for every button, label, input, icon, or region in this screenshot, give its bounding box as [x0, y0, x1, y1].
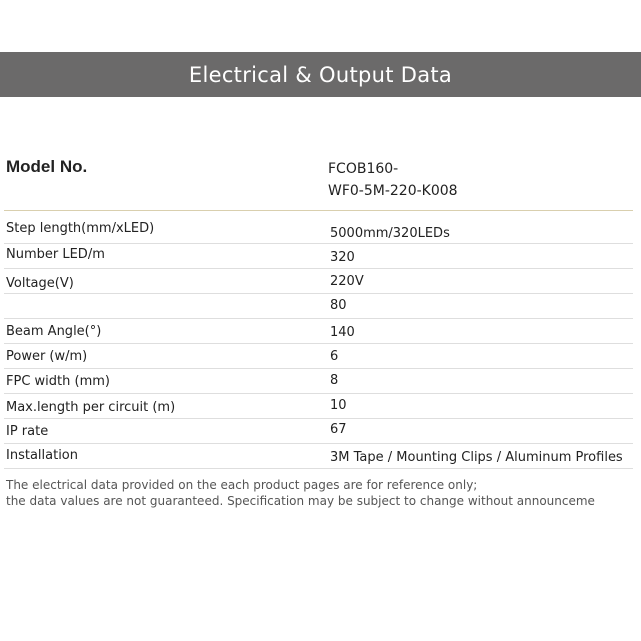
spec-key: Installation: [6, 448, 79, 463]
table-row: [4, 369, 633, 394]
disclaimer-line-2: the data values are not guaranteed. Specification may be subject to change without announceme: [6, 494, 595, 508]
model-number-value: [328, 158, 628, 202]
disclaimer-note: [6, 477, 636, 509]
spec-value: 320: [330, 250, 355, 265]
spec-table: [4, 217, 633, 469]
spec-key: FPC width (mm): [6, 374, 110, 389]
model-number-line-2: WF0-5M-220-K008: [328, 183, 458, 199]
spec-value: 5000mm/320LEDs: [330, 226, 450, 241]
table-row: [4, 394, 633, 419]
spec-key: Beam Angle(°): [6, 324, 102, 339]
spec-key: Max.length per circuit (m): [6, 400, 176, 415]
spec-key: Voltage(V): [6, 276, 74, 291]
spec-value: 140: [330, 325, 355, 340]
model-number-line-1: FCOB160-: [328, 161, 399, 177]
table-row: [4, 294, 633, 319]
table-row: [4, 344, 633, 369]
divider: [4, 210, 633, 211]
section-title: Electrical & Output Data: [188, 62, 453, 87]
spec-value: 8: [330, 373, 339, 388]
spec-value: 10: [330, 398, 347, 413]
table-row: [4, 444, 633, 469]
spec-value: 80: [330, 298, 347, 313]
spec-value: 6: [330, 349, 339, 364]
spec-value: 220V: [330, 274, 364, 289]
table-row: [4, 269, 633, 294]
table-row: [4, 217, 633, 244]
spec-value: 3M Tape / Mounting Clips / Aluminum Profiles: [330, 450, 623, 465]
table-row: [4, 319, 633, 344]
section-title-banner: [0, 52, 641, 97]
table-row: [4, 244, 633, 269]
disclaimer-line-1: The electrical data provided on the each product pages are for reference only;: [6, 478, 478, 492]
table-row: [4, 419, 633, 444]
spec-key: Step length(mm/xLED): [6, 221, 155, 236]
model-number-label: Model No.: [6, 157, 88, 176]
spec-value: 67: [330, 422, 347, 437]
spec-key: Power (w/m): [6, 349, 88, 364]
spec-key: Number LED/m: [6, 247, 105, 262]
spec-key: IP rate: [6, 424, 49, 439]
